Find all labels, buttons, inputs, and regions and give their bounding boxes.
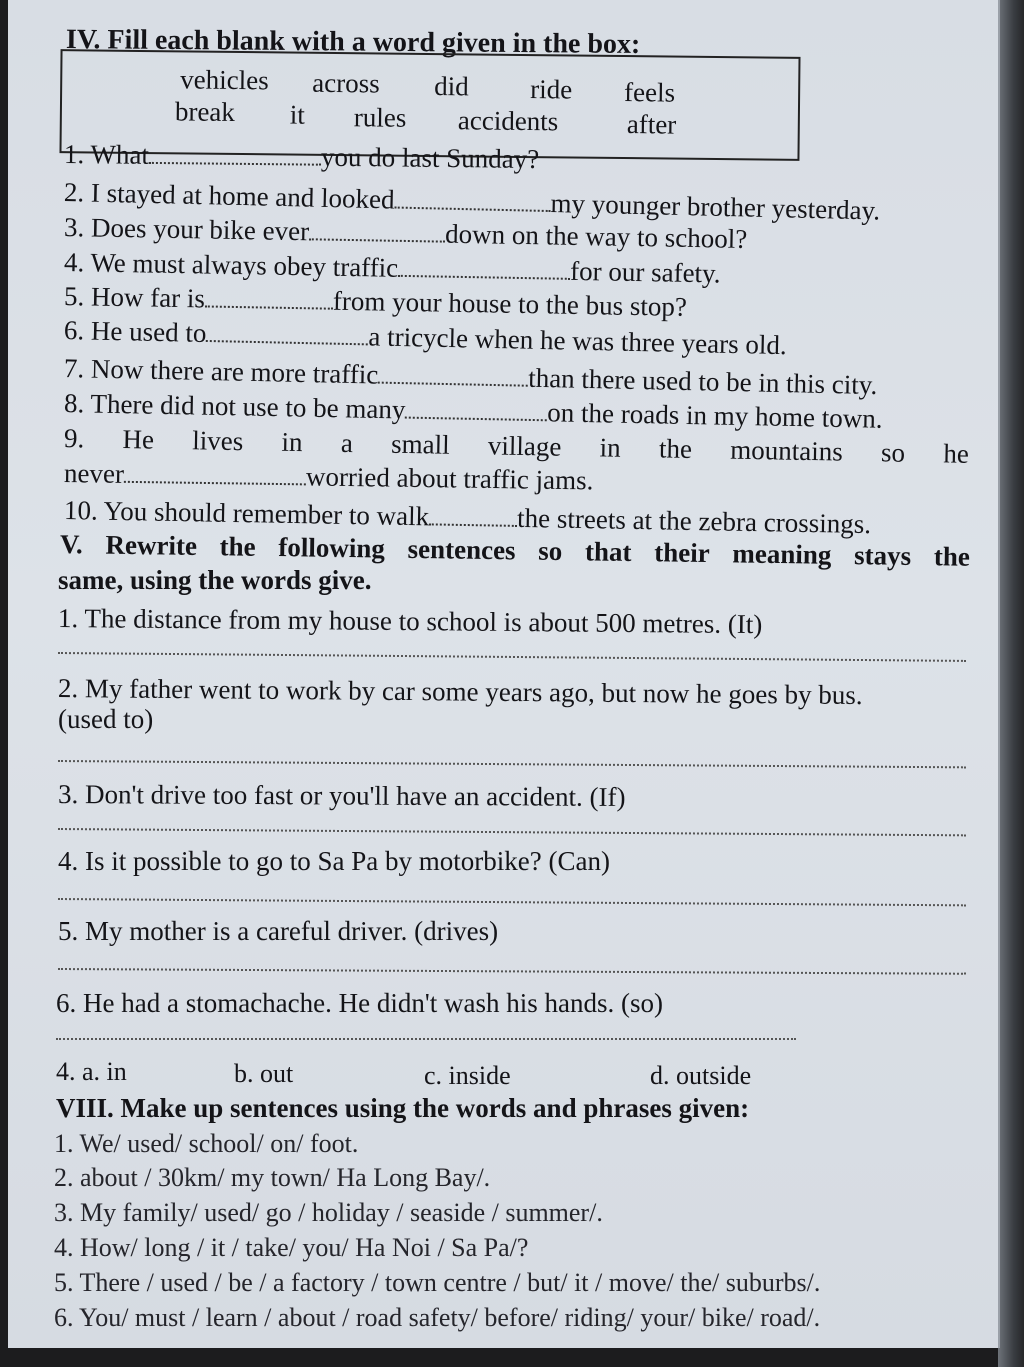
box-word: it: [289, 99, 306, 130]
section-v-title-line2: same, using the words give.: [58, 565, 372, 595]
exercise-item: 5. How far is from your house to the bus stop?: [63, 281, 688, 322]
sentence-prompt: 6. You/ must / learn / about / road safety/ before/ riding/ your/ bike/ road/.: [54, 1303, 821, 1332]
mc-option-c: c. inside: [424, 1061, 511, 1090]
worksheet-page: [8, 0, 1000, 1348]
box-word: vehicles: [180, 64, 269, 96]
exercise-item: 2. I stayed at home and looked my younger brother yesterday.: [63, 177, 881, 226]
exercise-item: 8. There did not use to be many on the roads in my home town.: [63, 388, 883, 434]
sentence-prompt: 1. We/ used/ school/ on/ foot.: [54, 1129, 359, 1158]
box-word: accidents: [457, 105, 559, 137]
section-viii-title: VIII. Make up sentences using the words and phrases given:: [56, 1093, 750, 1123]
monitor-edge: [998, 0, 1024, 1367]
answer-line[interactable]: [58, 652, 966, 662]
sentence-prompt: 2. about / 30km/ my town/ Ha Long Bay/.: [54, 1163, 491, 1192]
rewrite-item: 3. Don't drive too fast or you'll have an accident. (If): [57, 779, 626, 812]
sentence-prompt: 3. My family/ used/ go / holiday / seaside / summer/.: [54, 1198, 603, 1227]
exercise-item: 4. We must always obey traffic for our safety.: [63, 247, 721, 289]
answer-line[interactable]: [58, 898, 966, 906]
exercise-item: 7. Now there are more traffic than there used to be in this city.: [63, 353, 878, 401]
box-word: after: [626, 109, 677, 140]
rewrite-item: 4. Is it possible to go to Sa Pa by motorbike? (Can): [58, 846, 610, 876]
answer-line[interactable]: [58, 760, 966, 768]
box-word: across: [312, 67, 380, 99]
section-iv-title: IV. Fill each blank with a word given in the box:: [65, 24, 641, 61]
mc-option-d: d. outside: [650, 1061, 752, 1090]
exercise-item: 10. You should remember to walk the streets at the zebra crossings.: [63, 495, 872, 540]
answer-line[interactable]: [58, 828, 966, 836]
box-word: did: [434, 71, 469, 102]
mc-option-b: b. out: [234, 1059, 294, 1088]
box-word: rules: [353, 102, 407, 133]
box-word: feels: [623, 77, 676, 108]
exercise-item: 3. Does your bike ever down on the way to school?: [63, 212, 748, 254]
sentence-prompt: 4. How/ long / it / take/ you/ Ha Noi / Sa Pa/?: [54, 1233, 529, 1262]
rewrite-item: 1. The distance from my house to school is about 500 metres. (It): [57, 603, 763, 640]
sentence-prompt: 5. There / used / be / a factory / town centre / but/ it / move/ the/ suburbs/.: [54, 1268, 821, 1297]
rewrite-item-cont: (used to): [58, 704, 154, 734]
answer-line[interactable]: [58, 968, 966, 975]
box-word: break: [174, 96, 236, 127]
exercise-item-9-line2: never worried about traffic jams.: [63, 458, 594, 496]
exercise-item: 6. He used to a tricycle when he was three years old.: [63, 315, 787, 361]
rewrite-item: 6. He had a stomachache. He didn't wash his hands. (so): [56, 988, 663, 1018]
box-word: ride: [530, 74, 573, 105]
rewrite-item: 5. My mother is a careful driver. (drives): [58, 916, 499, 946]
section-v-title-line1: V. Rewrite the following sentences so that their meaning stays the: [59, 529, 971, 572]
exercise-item-9-line1: 9. He lives in a small village in the mountains so he: [63, 423, 970, 469]
mc-option-a: 4. a. in: [56, 1057, 127, 1086]
answer-line[interactable]: [56, 1038, 796, 1040]
exercise-item: 1. What you do last Sunday?: [63, 139, 540, 174]
rewrite-item: 2. My father went to work by car some years ago, but now he goes by bus.: [57, 673, 863, 711]
